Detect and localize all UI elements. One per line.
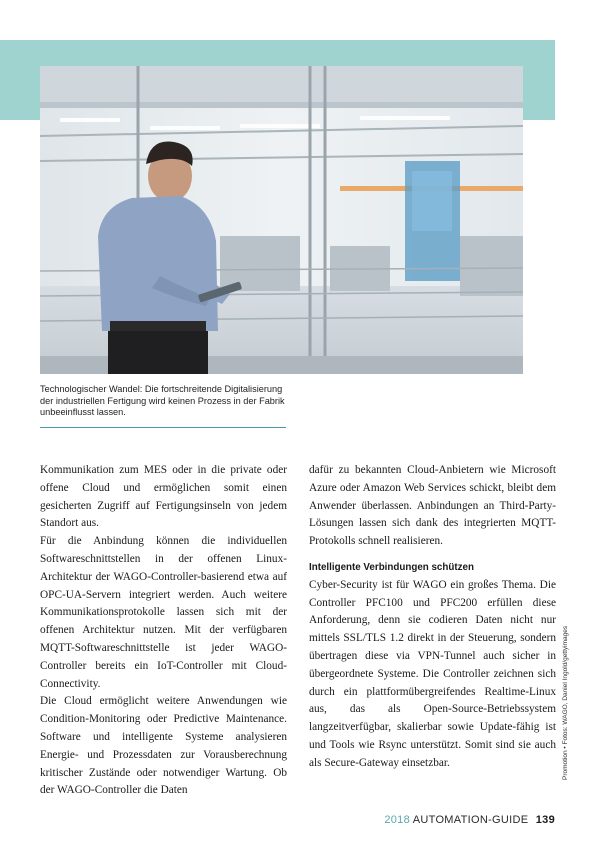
paragraph: dafür zu bekannten Cloud-Anbietern wie Microsoft Azure oder Amazon Web Services schickt, bleibt dem Anwender überlassen. Anbindungen an Third-Party-Lösungen lassen sich dank des integrierten MQTT-Protokolls schnell realisieren. [309, 464, 556, 548]
paragraph: Kommunikation zum MES oder in die private oder offene Cloud und ermöglichen somit einen gesicherten Zugriff auf Fertigungsinseln von jedem Standort aus. [40, 464, 287, 530]
factory-photo [40, 66, 523, 374]
footer-year: 2018 [384, 814, 410, 826]
photo-caption: Technologischer Wandel: Die fortschreitende Digitalisierung der industriellen Fertigung wird keinen Prozess in der Fabrik unbeeinflusst lassen. [40, 384, 285, 418]
footer-guide-title: AUTOMATION-GUIDE [412, 814, 529, 826]
paragraph: Für die Anbindung können die individuellen Softwareschnittstellen in der offenen Linux-Architektur der WAGO-Controller-basierend etwa auf OPC-UA-Servern integriert werden. Auch weitere Kommunikationsprotokolle lassen sich mit der offenen Architektur nutzen. Mit der verfügbaren MQTT-Softwareschnittstelle ist jeder WAGO-Controller bereits ein IoT-Controller mit Cloud-Connectivity. [40, 535, 287, 690]
left-column [40, 462, 287, 800]
photo-credit: Promotion • Fotos: WAGO, Daniel Ingold/gettyimages [562, 625, 569, 780]
section-heading: Intelligente Verbindungen schützen [309, 561, 474, 573]
paragraph: Cyber-Security ist für WAGO ein großes Thema. Die Controller PFC100 und PFC200 erfüllen diese Anforderung, denn sie codieren Daten nicht nur mittels SSL/TLS 1.2 direkt in der Steuerung, sondern übertragen diese via VPN-Tunnel auch sicher in übergeordnete Systeme. Die Controller zeichnen sich durch ein plattformübergreifendes Realtime-Linux aus, das als Open-Source-Betriebssystem langzeitverfügbar, skalierbar sowie Update-fähig ist und Tools wie Rsync unterstützt. Somit sind sie auch als Secure-Gateway einsetzbar. [309, 578, 556, 769]
page-footer [384, 814, 555, 826]
right-column [309, 462, 556, 773]
paragraph: Die Cloud ermöglicht weitere Anwendungen wie Condition-Monitoring oder Predictive Maintenance. Software und intelligente Systeme analysieren Energie- und Prozessdaten zur Vorausberechnung kritischer Zustände oder notwendiger Wartung. Ob der WAGO-Controller die Daten [40, 695, 287, 797]
page-number: 139 [535, 814, 555, 826]
caption-divider [40, 427, 286, 428]
